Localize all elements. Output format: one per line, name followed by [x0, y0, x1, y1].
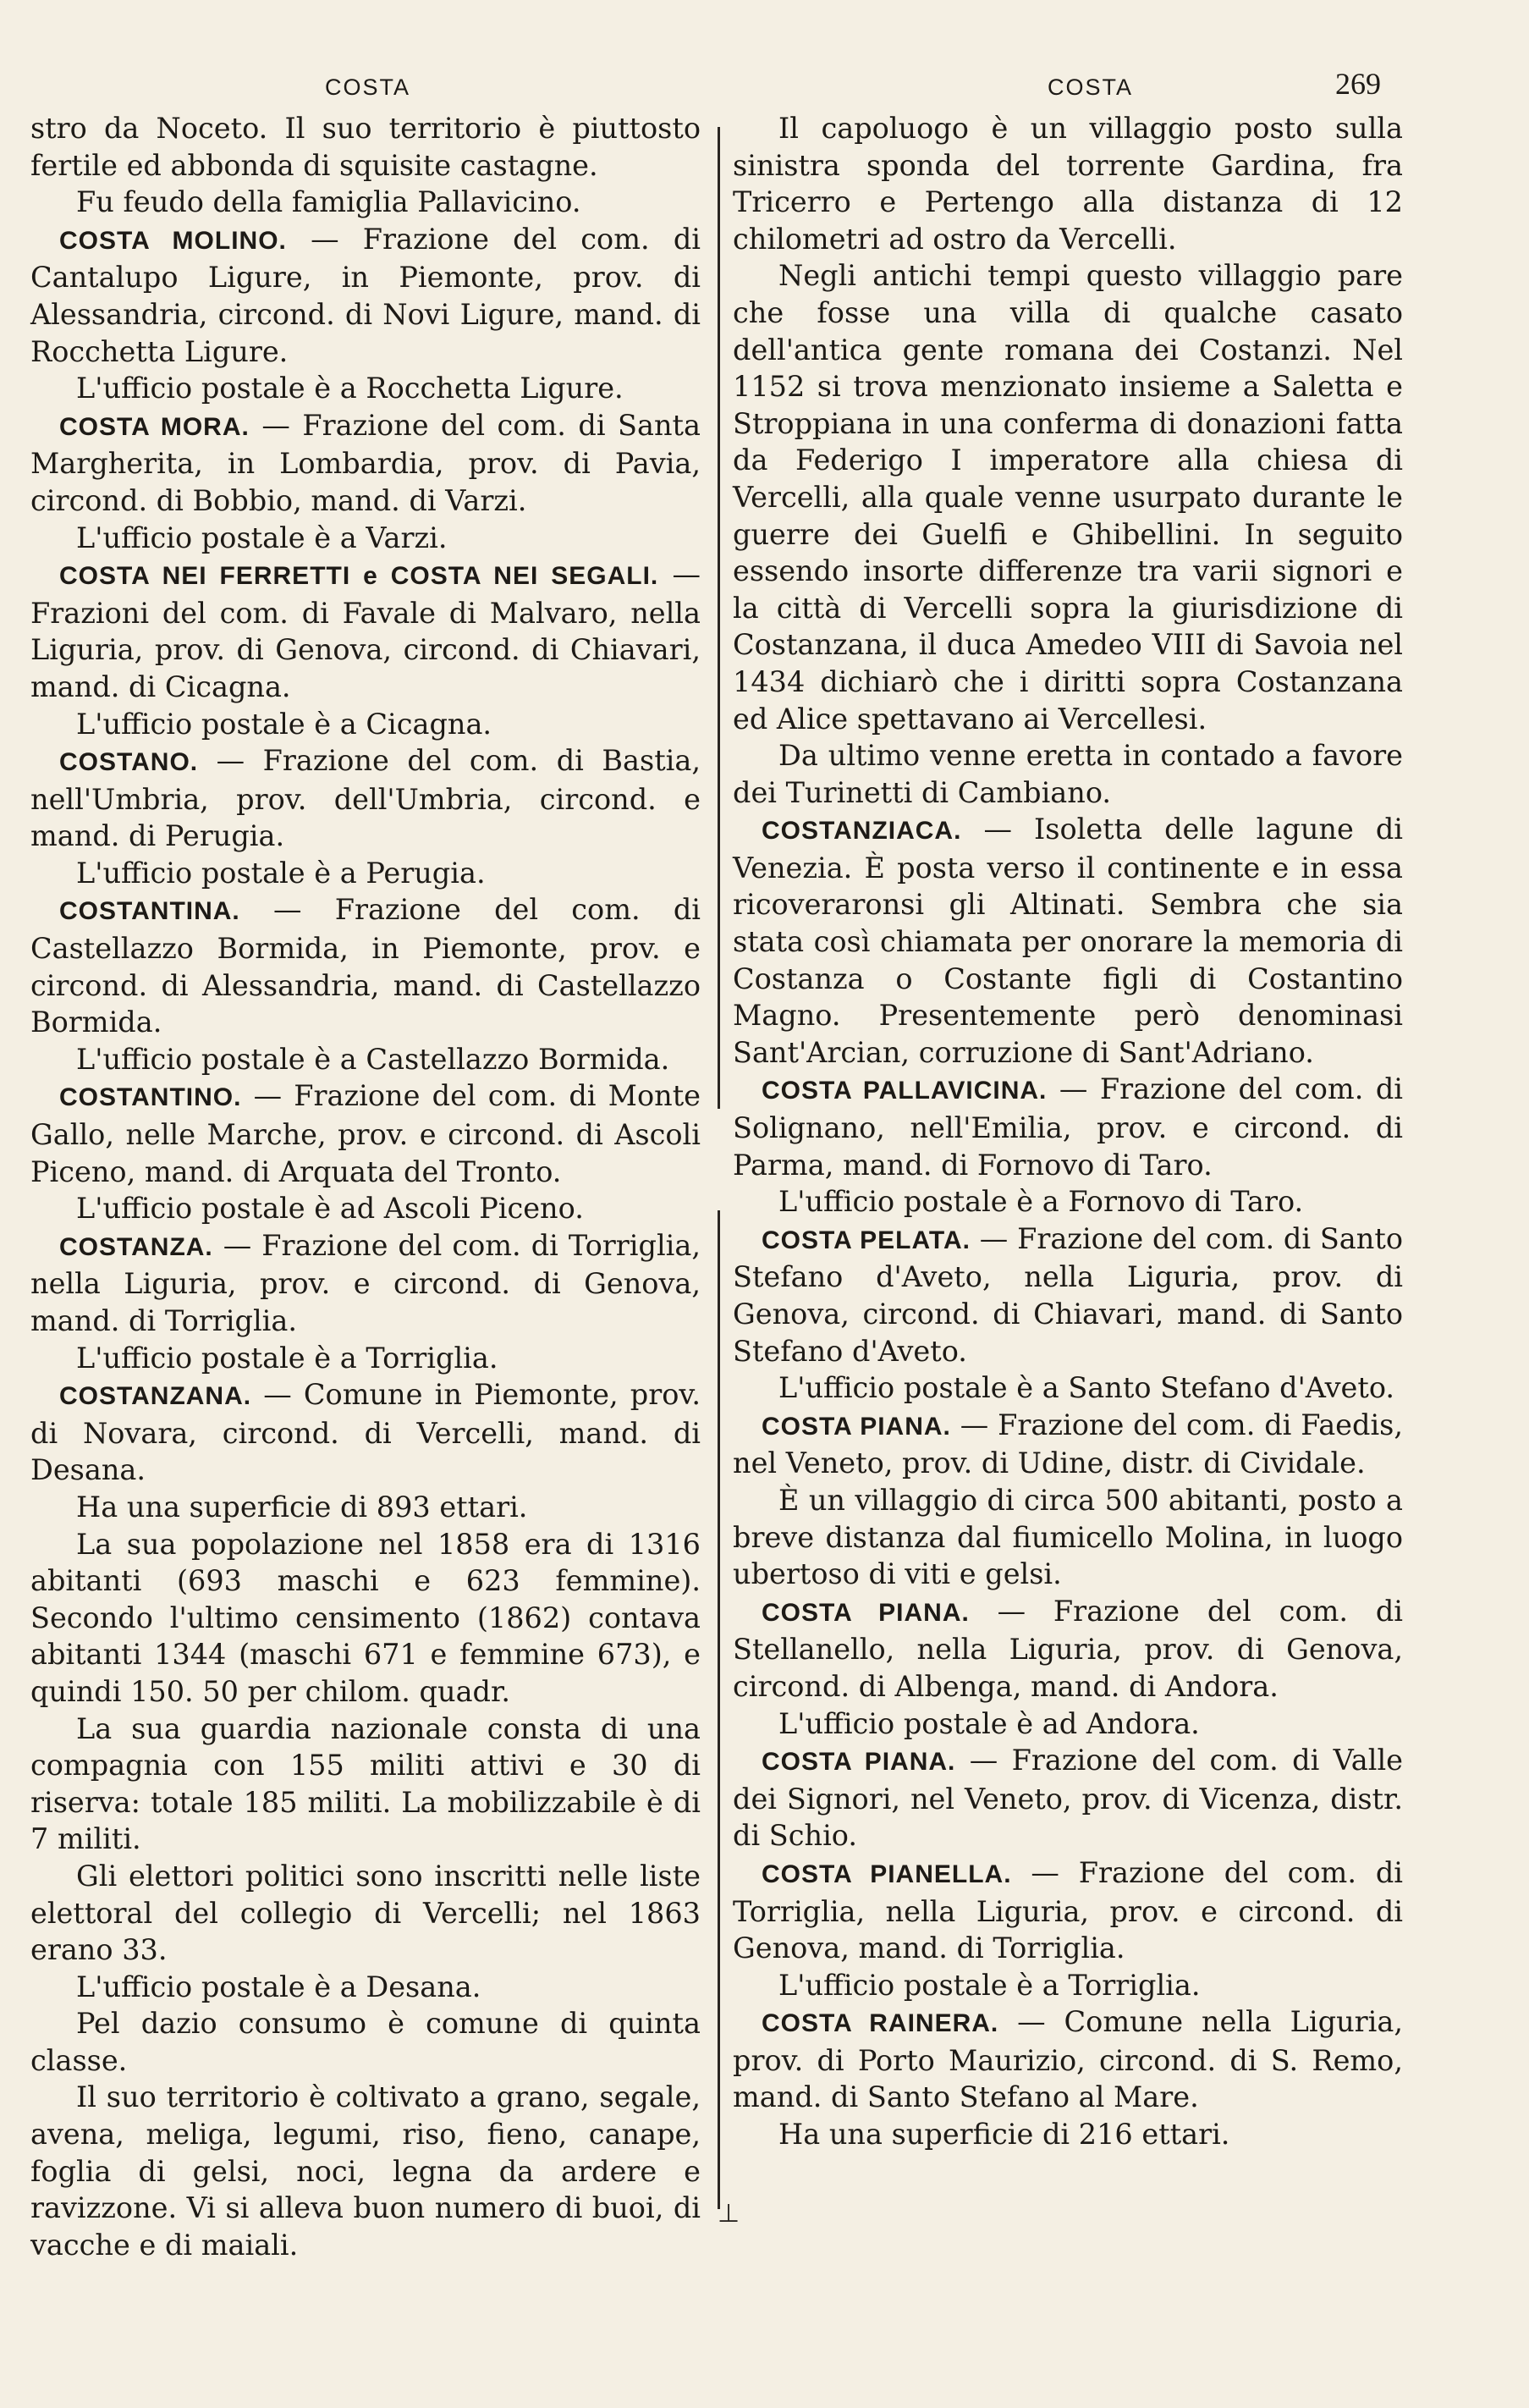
entry-headword: COSTA PIANA. [762, 1748, 956, 1777]
paragraph-text: La sua popolazione nel 1858 era di 1316 abitanti (693 maschi e 623 femmine). Secondo l'ultimo censimento (1862) contava abitanti 1344 (maschi 671 e femmine 673), e quindi 150. 50 per chilom. quadr. [30, 1527, 701, 1708]
paragraph [733, 737, 1403, 811]
entry-headword: COSTA PIANELLA. [762, 1860, 1012, 1888]
paragraph [30, 1340, 701, 1377]
dictionary-entry [30, 407, 701, 520]
paragraph [30, 706, 701, 743]
paragraph-text: L'ufficio postale è a Cicagna. [76, 707, 492, 741]
paragraph [733, 110, 1403, 257]
entry-headword: COSTA MORA. [59, 412, 250, 441]
paragraph-text: Da ultimo venne eretta in contado a favore dei Turinetti di Cambiano. [733, 739, 1403, 809]
entry-headword: COSTA PALLAVICINA. [762, 1077, 1048, 1105]
paragraph [30, 520, 701, 557]
paragraph [30, 1489, 701, 1526]
entry-text: — Frazione del com. di Bastia, nell'Umbria, prov. dell'Umbria, circond. e mand. di Perugia. [30, 744, 701, 853]
dictionary-entry [30, 1077, 701, 1190]
paragraph [30, 1526, 701, 1711]
paragraph [30, 1041, 701, 1078]
dictionary-entry [30, 1376, 701, 1489]
paragraph-text: Pel dazio consumo è comune di quinta classe. [30, 2007, 701, 2077]
running-head-right: COSTA [1048, 74, 1134, 100]
paragraph [733, 1482, 1403, 1593]
entry-headword: COSTA PELATA. [762, 1226, 971, 1254]
paragraph [733, 1705, 1403, 1743]
paragraph [30, 2005, 701, 2079]
entry-text: — Frazione del com. di Castellazzo Bormida, in Piemonte, prov. e circond. di Alessandria, mand. di Castellazzo Bormida. [30, 893, 701, 1039]
paragraph-text: Ha una superficie di 893 ettari. [76, 1490, 528, 1524]
column-rule [718, 127, 720, 1109]
entry-text: — Comune nella Liguria, prov. di Porto Maurizio, circond. di S. Remo, mand. di Santo Stefano al Mare. [733, 2005, 1403, 2114]
paragraph-text: L'ufficio postale è a Torriglia. [76, 1341, 498, 1375]
entry-text: — Comune in Piemonte, prov. di Novara, circond. di Vercelli, mand. di Desana. [30, 1378, 701, 1487]
entry-headword: COSTANTINO. [59, 1083, 242, 1112]
dictionary-entry [30, 742, 701, 855]
entry-text: — Frazione del com. di Monte Gallo, nelle Marche, prov. e circond. di Ascoli Piceno, mand. di Arquata del Tronto. [30, 1079, 701, 1188]
paragraph [30, 1711, 701, 1858]
paragraph [30, 1969, 701, 2006]
entry-text: — Frazione del com. di Santa Margherita, in Lombardia, prov. di Pavia, circond. di Bobbio, mand. di Varzi. [30, 408, 701, 517]
paragraph [30, 184, 701, 221]
paragraph [733, 1369, 1403, 1407]
dictionary-entry [30, 891, 701, 1040]
left-column [30, 110, 701, 2263]
paragraph-text: L'ufficio postale è a Perugia. [76, 856, 486, 890]
running-head-left: COSTA [325, 74, 411, 100]
page-number: 269 [1335, 67, 1381, 101]
paragraph-text: Il suo territorio è coltivato a grano, segale, avena, meliga, legumi, riso, fieno, canape, foglia di gelsi, noci, legna da ardere e ravizzone. Vi si alleva buon numero di buoi, di vacche e di maiali. [30, 2080, 701, 2262]
paragraph-text: La sua guardia nazionale consta di una compagnia con 155 militi attivi e 30 di riserva: totale 185 militi. La mobilizzabile è di 7 militi. [30, 1711, 701, 1856]
dictionary-entry [733, 811, 1403, 1071]
entry-headword: COSTANO. [59, 748, 199, 777]
entry-text: — Frazioni del com. di Favale di Malvaro, nella Liguria, prov. di Genova, circond. di Chiavari, mand. di Cicagna. [30, 558, 701, 703]
paragraph [733, 257, 1403, 737]
entry-headword: COSTANZA. [59, 1232, 213, 1261]
paragraph-text: Fu feudo della famiglia Pallavicino. [76, 185, 581, 219]
entry-text: — Frazione del com. di Torriglia, nella Liguria, prov. e circond. di Genova, mand. di Torriglia. [30, 1228, 701, 1337]
paragraph-text: Il capoluogo è un villaggio posto sulla sinistra sponda del torrente Gardina, fra Tricerro e Pertengo alla distanza di 12 chilometri ad ostro da Vercelli. [733, 112, 1403, 256]
entry-text: — Frazione del com. di Cantalupo Ligure, in Piemonte, prov. di Alessandria, circond. di Novi Ligure, mand. di Rocchetta Ligure. [30, 222, 701, 368]
paragraph-text: È un villaggio di circa 500 abitanti, posto a breve distanza dal fiumicello Molina, in luogo ubertoso di viti e gelsi. [733, 1483, 1403, 1591]
entry-headword: COSTA RAINERA. [762, 2009, 999, 2038]
entry-text: — Frazione del com. di Santo Stefano d'Aveto, nella Liguria, prov. di Genova, circond. di Chiavari, mand. di Santo Stefano d'Aveto. [733, 1221, 1403, 1368]
paragraph [733, 1183, 1403, 1221]
dictionary-entry [733, 1407, 1403, 1482]
dictionary-entry [733, 1221, 1403, 1369]
column-rule [718, 1210, 720, 2209]
dictionary-entry [30, 221, 701, 370]
paragraph-text: Negli antichi tempi questo villaggio pare che fosse una villa di qualche casato dell'antica gente romana dei Costanzi. Nel 1152 si trova menzionato insieme a Saletta e Stroppiana in una conferma di donazioni fatta da Federigo I imperatore alla chiesa di Vercelli, alla quale venne usurpato durante le guerre dei Guelfi e Ghibellini. In seguito essendo insorte differenze tra varii signori e la città di Vercelli sopra la giurisdizione di Costanzana, il duca Amedeo VIII di Savoia nel 1434 dichiarò che i diritti sopra Costanzana ed Alice spettavano ai Vercellesi. [733, 259, 1403, 736]
entry-headword: COSTANZIACA. [762, 817, 962, 846]
dictionary-entry [733, 1593, 1403, 1705]
paragraph-text: L'ufficio postale è a Desana. [76, 1970, 481, 2003]
paragraph-text: Gli elettori politici sono inscritti nelle liste elettoral del collegio di Vercelli; nel 1863 erano 33. [30, 1859, 701, 1967]
paragraph-text: Ha una superficie di 216 ettari. [778, 2118, 1230, 2152]
paragraph [30, 2079, 701, 2263]
dictionary-entry [733, 1854, 1403, 1967]
paragraph-text: L'ufficio postale è a Santo Stefano d'Aveto. [778, 1371, 1395, 1405]
paragraph [30, 855, 701, 892]
entry-text: — Isoletta delle lagune di Venezia. È posta verso il continente e in essa ricoveraronsi gli Altinati. Sembra che sia stata così chiamata per onorare la memoria di Costanza o Costante figli di Costantino Magno. Presentemente però denominasi Sant'Arcian, corruzione di Sant'Adriano. [733, 813, 1403, 1069]
paragraph [30, 110, 701, 184]
entry-text: — Frazione del com. di Faedis, nel Veneto, prov. di Udine, distr. di Cividale. [733, 1408, 1404, 1480]
paragraph-text: L'ufficio postale è a Rocchetta Ligure. [76, 372, 624, 405]
paragraph-text: L'ufficio postale è ad Ascoli Piceno. [76, 1192, 584, 1226]
entry-headword: COSTANZANA. [59, 1382, 252, 1411]
dictionary-entry [733, 1071, 1403, 1183]
dictionary-entry [733, 2003, 1403, 2116]
dictionary-entry [30, 556, 701, 705]
paragraph [733, 1967, 1403, 2004]
paragraph [30, 1858, 701, 1969]
paragraph-text: stro da Noceto. Il suo territorio è piuttosto fertile ed abbonda di squisite castagne. [30, 112, 701, 182]
paragraph-text: L'ufficio postale è a Varzi. [76, 521, 448, 554]
entry-headword: COSTA PIANA. [762, 1412, 951, 1441]
entry-text: — Frazione del com. di Solignano, nell'Emilia, prov. e circond. di Parma, mand. di Fornovo di Taro. [733, 1072, 1403, 1182]
paragraph [733, 2116, 1403, 2153]
paragraph-text: L'ufficio postale è a Torriglia. [778, 1968, 1201, 2002]
paragraph-text: L'ufficio postale è a Fornovo di Taro. [778, 1185, 1304, 1219]
dictionary-entry [30, 1227, 701, 1340]
entry-text: — Frazione del com. di Torriglia, nella Liguria, prov. e circond. di Genova, mand. di Torriglia. [733, 1855, 1403, 1965]
entry-headword: COSTA NEI FERRETTI e COSTA NEI SEGALI. [59, 562, 659, 591]
dictionary-entry [733, 1742, 1403, 1854]
paragraph-text: L'ufficio postale è a Castellazzo Bormida. [76, 1042, 670, 1076]
right-column [733, 110, 1403, 2153]
entry-text: — Frazione del com. di Valle dei Signori, nel Veneto, prov. di Vicenza, distr. di Schio. [733, 1744, 1404, 1853]
paragraph [30, 370, 701, 407]
entry-headword: COSTA PIANA. [762, 1598, 970, 1627]
entry-headword: COSTANTINA. [59, 897, 240, 926]
column-end-mark: ⊥ [718, 2200, 740, 2228]
paragraph-text: L'ufficio postale è ad Andora. [778, 1706, 1200, 1740]
entry-text: — Frazione del com. di Stellanello, nella Liguria, prov. di Genova, circond. di Albenga, mand. di Andora. [733, 1594, 1403, 1703]
entry-headword: COSTA MOLINO. [59, 226, 287, 255]
paragraph [30, 1190, 701, 1227]
